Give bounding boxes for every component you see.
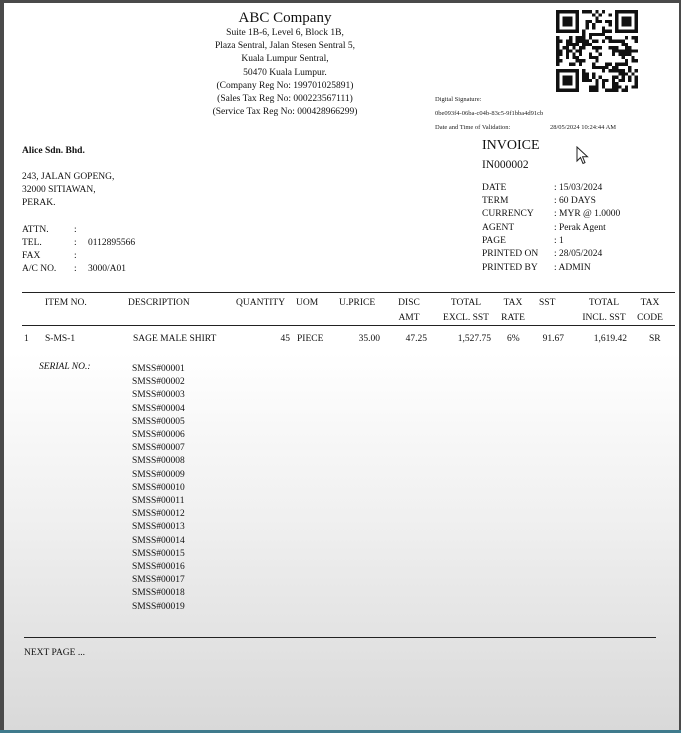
header-description: DESCRIPTION bbox=[128, 298, 190, 308]
serial-item: SMSS#00010 bbox=[132, 482, 185, 493]
header-total-excl bbox=[436, 296, 496, 326]
tel-label: TEL. bbox=[22, 238, 42, 248]
serial-no-label: SERIAL NO.: bbox=[39, 362, 91, 372]
customer-address-line: 243, JALAN GOPENG, bbox=[22, 172, 115, 182]
serial-item: SMSS#00003 bbox=[132, 390, 185, 401]
digital-signature-value: 0be093f4-06ba-c04b-83c5-9f1bba4d91cb bbox=[435, 110, 544, 117]
digital-signature-label: Digital Signature: bbox=[435, 96, 482, 103]
agent-label: AGENT bbox=[482, 223, 515, 233]
table-top-rule bbox=[22, 292, 675, 293]
header-sst: SST bbox=[539, 298, 556, 308]
tel-value: 0112895566 bbox=[88, 238, 136, 248]
header-uprice: U.PRICE bbox=[339, 298, 376, 308]
serial-item: SMSS#00002 bbox=[132, 377, 185, 388]
address-line: Kuala Lumpur Sentral, bbox=[241, 54, 329, 65]
date-label: DATE bbox=[482, 183, 507, 193]
serial-item: SMSS#00015 bbox=[132, 548, 185, 559]
serial-item: SMSS#00018 bbox=[132, 588, 185, 599]
next-page-label: NEXT PAGE ... bbox=[24, 648, 85, 658]
address-line: Suite 1B-6, Level 6, Block 1B, bbox=[226, 28, 344, 38]
customer-name: Alice Sdn. Bhd. bbox=[22, 146, 85, 156]
account-no-label: A/C NO. bbox=[22, 264, 57, 274]
serial-item: SMSS#00009 bbox=[132, 469, 185, 480]
printed-on-value: : 28/05/2024 bbox=[554, 249, 603, 259]
row-line-number: 1 bbox=[24, 334, 29, 344]
header-total-incl-line2: INCL. SST bbox=[582, 313, 626, 323]
sales-tax-reg-no: (Sales Tax Reg No: 000223567111) bbox=[217, 94, 353, 105]
row-uom: PIECE bbox=[297, 334, 324, 344]
header-tax-rate-line1: TAX bbox=[503, 298, 523, 308]
term-value: : 60 DAYS bbox=[554, 196, 596, 206]
term-label: TERM bbox=[482, 196, 509, 206]
serial-item: SMSS#00017 bbox=[132, 575, 185, 586]
serial-item: SMSS#00008 bbox=[132, 456, 185, 467]
currency-value: : MYR @ 1.0000 bbox=[554, 209, 621, 219]
header-tax-code-line2: CODE bbox=[637, 313, 663, 323]
header-uom: UOM bbox=[296, 298, 319, 308]
serial-item: SMSS#00012 bbox=[132, 509, 185, 520]
mouse-pointer-icon bbox=[576, 146, 590, 166]
page-value: : 1 bbox=[554, 236, 564, 246]
address-line: 50470 Kuala Lumpur. bbox=[243, 67, 327, 78]
printed-by-label: PRINTED BY bbox=[482, 263, 538, 273]
company-name: ABC Company bbox=[238, 10, 332, 26]
fax-label: FAX bbox=[22, 251, 41, 261]
date-value: : 15/03/2024 bbox=[554, 183, 603, 193]
printed-by-value: : ADMIN bbox=[554, 263, 591, 273]
serial-item: SMSS#00005 bbox=[132, 416, 185, 427]
row-tax-rate: 6% bbox=[507, 334, 520, 344]
row-sst: 91.67 bbox=[542, 334, 564, 344]
header-tax-rate bbox=[498, 296, 528, 326]
row-description: SAGE MALE SHIRT bbox=[133, 334, 217, 344]
serial-item: SMSS#00011 bbox=[132, 496, 185, 507]
invoice-page bbox=[4, 3, 679, 730]
attn-sep: : bbox=[74, 225, 77, 235]
header-quantity: QUANTITY bbox=[236, 298, 286, 308]
serial-item: SMSS#00006 bbox=[132, 430, 185, 441]
serial-item: SMSS#00007 bbox=[132, 443, 185, 454]
footer-rule bbox=[24, 637, 656, 638]
serial-item: SMSS#00013 bbox=[132, 522, 185, 533]
company-address bbox=[185, 27, 385, 119]
service-tax-reg-no: (Service Tax Reg No: 000428966299) bbox=[212, 107, 358, 118]
header-item-no: ITEM NO. bbox=[45, 298, 87, 308]
serial-item: SMSS#00016 bbox=[132, 562, 185, 573]
serial-list bbox=[132, 363, 185, 614]
header-total-excl-line2: EXCL. SST bbox=[443, 313, 489, 323]
row-total-incl: 1,619.42 bbox=[593, 334, 627, 344]
address-line: Plaza Sentral, Jalan Stesen Sentral 5, bbox=[214, 41, 356, 52]
serial-item: SMSS#00001 bbox=[132, 364, 185, 374]
account-no-value: 3000/A01 bbox=[88, 264, 126, 274]
serial-item: SMSS#00004 bbox=[132, 403, 185, 414]
page-label: PAGE bbox=[482, 236, 506, 246]
row-tax-code: SR bbox=[649, 334, 661, 344]
header-disc-line1: DISC bbox=[398, 298, 420, 308]
row-quantity: 45 bbox=[280, 334, 290, 344]
currency-label: CURRENCY bbox=[482, 209, 534, 219]
header-tax-code bbox=[635, 296, 665, 326]
invoice-number: IN000002 bbox=[482, 159, 529, 171]
serial-item: SMSS#00019 bbox=[132, 601, 185, 612]
customer-address-line: 32000 SITIAWAN, bbox=[22, 185, 96, 195]
row-item-no: S-MS-1 bbox=[45, 334, 76, 344]
header-tax-rate-line2: RATE bbox=[501, 313, 525, 323]
header-total-incl-line1: TOTAL bbox=[588, 298, 620, 308]
tel-sep: : bbox=[74, 238, 77, 248]
header-disc-amt bbox=[392, 296, 426, 326]
printed-on-label: PRINTED ON bbox=[482, 249, 539, 259]
serial-item: SMSS#00014 bbox=[132, 535, 185, 546]
header-total-incl bbox=[576, 296, 632, 326]
row-uprice: 35.00 bbox=[358, 334, 380, 344]
qr-code-icon bbox=[556, 10, 638, 92]
validation-label: Date and Time of Validation: bbox=[435, 124, 511, 131]
validation-value: 28/05/2024 10:24:44 AM bbox=[550, 124, 617, 131]
customer-address-line: PERAK. bbox=[22, 198, 56, 208]
company-reg-no: (Company Reg No: 199701025891) bbox=[216, 80, 354, 91]
row-disc-amt: 47.25 bbox=[405, 334, 427, 344]
header-total-excl-line1: TOTAL bbox=[450, 298, 482, 308]
agent-value: : Perak Agent bbox=[554, 223, 606, 233]
invoice-title: INVOICE bbox=[482, 138, 540, 153]
header-tax-code-line1: TAX bbox=[640, 298, 660, 308]
attn-label: ATTN. bbox=[22, 225, 49, 235]
company-header bbox=[185, 9, 385, 119]
fax-sep: : bbox=[74, 251, 77, 261]
row-total-excl: 1,527.75 bbox=[457, 334, 491, 344]
account-no-sep: : bbox=[74, 264, 77, 274]
header-disc-line2: AMT bbox=[398, 313, 420, 323]
